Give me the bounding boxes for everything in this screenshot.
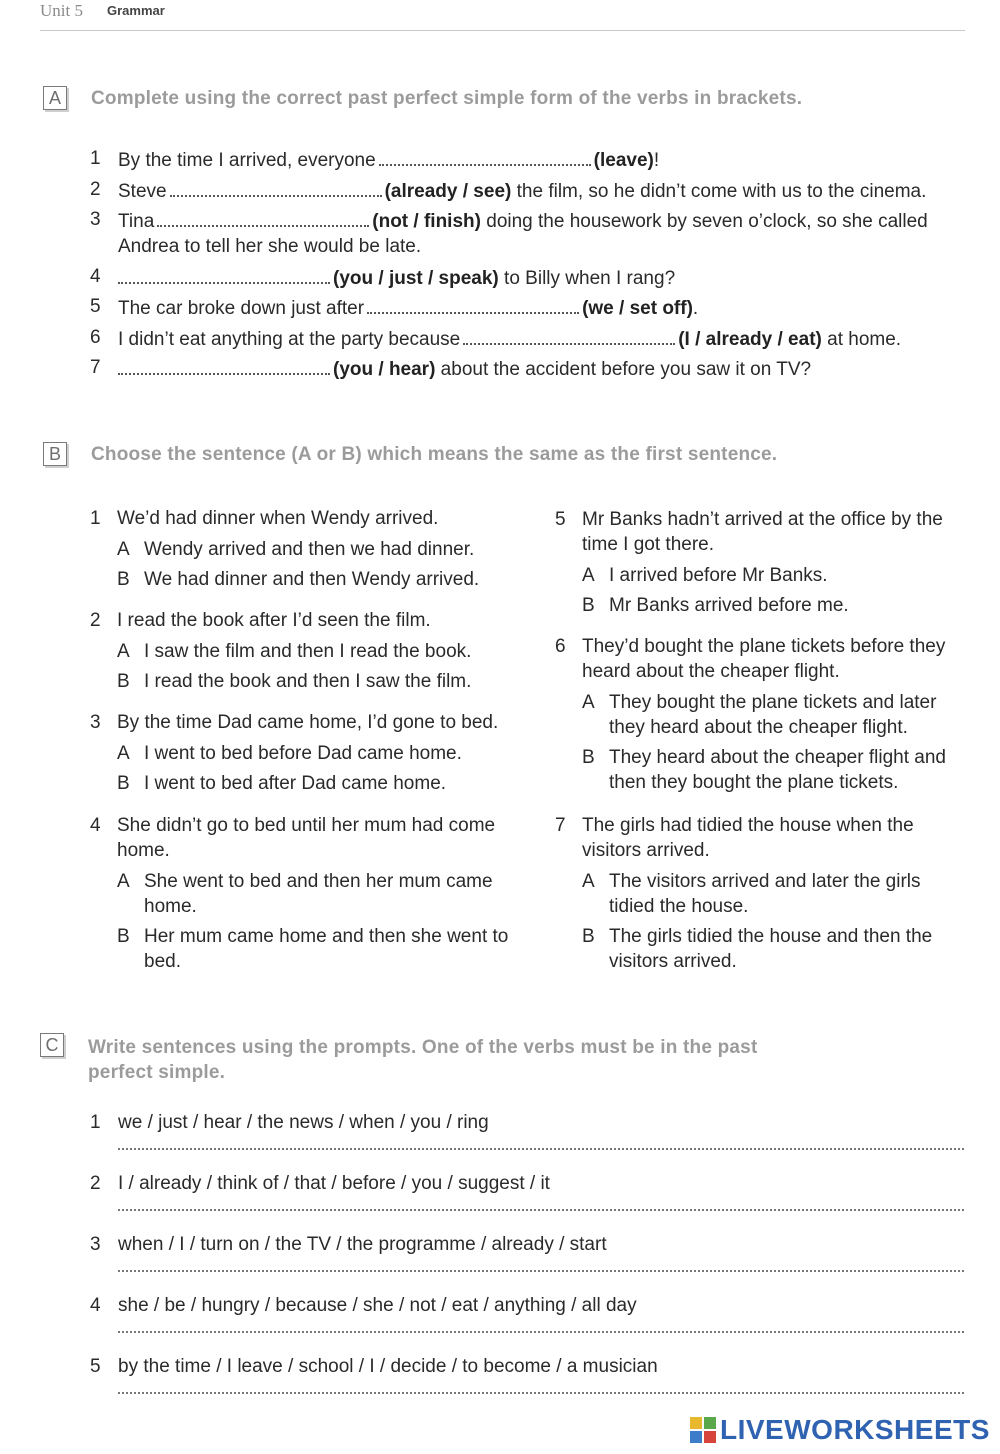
option-letter: A — [582, 871, 595, 892]
logo-grid-icon — [690, 1417, 716, 1443]
option-letter: A — [582, 692, 595, 713]
item-number: 2 — [90, 179, 101, 200]
question-stem: I read the book after I’d seen the film. — [117, 610, 431, 631]
section-b-badge: B — [43, 442, 67, 466]
question-number: 5 — [555, 509, 566, 530]
option-text: visitors arrived. — [609, 951, 737, 972]
option-text: Wendy arrived and then we had dinner. — [144, 539, 475, 560]
answer-line[interactable] — [118, 1331, 964, 1333]
verb-cue: (you / just / speak) — [333, 268, 499, 289]
option-text: I arrived before Mr Banks. — [609, 565, 828, 586]
sentence-start: By the time I arrived, everyone — [118, 150, 376, 171]
answer-line[interactable] — [118, 1209, 964, 1211]
sentence-start: Tina — [118, 211, 155, 232]
answer-blank[interactable] — [118, 264, 330, 284]
question-stem: They’d bought the plane tickets before they — [582, 636, 946, 657]
item-number: 3 — [90, 1234, 101, 1255]
item-number: 1 — [90, 1112, 101, 1133]
option-letter: B — [582, 595, 595, 616]
option-text: She went to bed and then her mum came — [144, 871, 493, 892]
answer-blank[interactable] — [157, 207, 369, 227]
option-text: bed. — [144, 951, 181, 972]
option-text: We had dinner and then Wendy arrived. — [144, 569, 480, 590]
option-text: home. — [144, 896, 197, 917]
item-number: 4 — [90, 266, 101, 287]
answer-blank[interactable] — [463, 325, 675, 345]
section-a-badge: A — [43, 86, 67, 110]
option-text: I read the book and then I saw the film. — [144, 671, 472, 692]
option-letter: B — [117, 926, 130, 947]
option-letter: A — [117, 641, 130, 662]
sentence-start: The car broke down just after — [118, 298, 365, 319]
sentence-start: I didn’t eat anything at the party because — [118, 329, 461, 350]
verb-cue: (we / set off) — [582, 298, 693, 319]
answer-line[interactable] — [118, 1392, 964, 1394]
option-text: They heard about the cheaper flight and — [609, 747, 946, 768]
option-letter: A — [117, 871, 130, 892]
option-letter: A — [117, 539, 130, 560]
item-number: 3 — [90, 209, 101, 230]
sentence-end: at home. — [821, 329, 902, 350]
answer-blank[interactable] — [379, 146, 591, 166]
option-letter: B — [117, 671, 130, 692]
question-stem: She didn’t go to bed until her mum had come — [117, 815, 496, 836]
sentence-end: . — [692, 298, 699, 319]
sentence-prompt: by the time / I leave / school / I / decide / to become / a musician — [118, 1356, 658, 1377]
question-number: 1 — [90, 508, 101, 529]
option-text: They bought the plane tickets and later — [609, 692, 937, 713]
answer-blank[interactable] — [170, 177, 382, 197]
sentence-end: ! — [653, 150, 660, 171]
item-number: 4 — [90, 1295, 101, 1316]
item-number: 1 — [90, 148, 101, 169]
section-b-instruction: Choose the sentence (A or B) which means the same as the first sentence. — [91, 444, 778, 465]
option-letter: B — [582, 926, 595, 947]
sentence-prompt: when / I / turn on / the TV / the programme / already / start — [118, 1234, 607, 1255]
sentence-end: about the accident before you saw it on TV? — [435, 359, 812, 380]
question-stem: The girls had tidied the house when the — [582, 815, 914, 836]
question-stem: We’d had dinner when Wendy arrived. — [117, 508, 439, 529]
section-a-instruction: Complete using the correct past perfect simple form of the verbs in brackets. — [91, 88, 803, 109]
option-text: The girls tidied the house and then the — [609, 926, 933, 947]
sentence-prompt: we / just / hear / the news / when / you / ring — [118, 1112, 489, 1133]
question-number: 4 — [90, 815, 101, 836]
option-text: I went to bed before Dad came home. — [144, 743, 462, 764]
item-number: 6 — [90, 327, 101, 348]
page-header — [40, 0, 965, 31]
option-text: The visitors arrived and later the girls — [609, 871, 921, 892]
option-text: then they bought the plane tickets. — [609, 772, 899, 793]
sentence-end: doing the housework by seven o’clock, so she called — [480, 211, 928, 232]
verb-cue: (I / already / eat) — [678, 329, 822, 350]
option-letter: A — [582, 565, 595, 586]
item-number: 5 — [90, 296, 101, 317]
option-letter: B — [117, 773, 130, 794]
verb-cue: (not / finish) — [372, 211, 481, 232]
question-stem: Mr Banks hadn’t arrived at the office by the — [582, 509, 943, 530]
answer-blank[interactable] — [367, 294, 579, 314]
verb-cue: (you / hear) — [333, 359, 436, 380]
question-stem: heard about the cheaper flight. — [582, 661, 840, 682]
sentence-end: the film, so he didn’t come with us to the cinema. — [511, 181, 927, 202]
logo-text: LIVEWORKSHEETS — [720, 1414, 990, 1445]
section-c-instruction-line2: perfect simple. — [88, 1062, 226, 1083]
item-number: 2 — [90, 1173, 101, 1194]
question-stem: By the time Dad came home, I’d gone to bed. — [117, 712, 499, 733]
sentence-continuation: Andrea to tell her she would be late. — [118, 236, 422, 257]
option-text: Her mum came home and then she went to — [144, 926, 509, 947]
question-number: 6 — [555, 636, 566, 657]
verb-cue: (leave) — [593, 150, 654, 171]
sentence-start: Steve — [118, 181, 167, 202]
answer-blank[interactable] — [118, 355, 330, 375]
section-label: Grammar — [107, 3, 165, 18]
sentence-prompt: she / be / hungry / because / she / not / eat / anything / all day — [118, 1295, 637, 1316]
sentence-end: to Billy when I rang? — [498, 268, 676, 289]
question-stem: visitors arrived. — [582, 840, 710, 861]
question-number: 2 — [90, 610, 101, 631]
question-stem: home. — [117, 840, 170, 861]
item-number: 5 — [90, 1356, 101, 1377]
option-letter: A — [117, 743, 130, 764]
verb-cue: (already / see) — [384, 181, 512, 202]
question-stem: time I got there. — [582, 534, 715, 555]
option-text: they heard about the cheaper flight. — [609, 717, 908, 738]
option-text: I went to bed after Dad came home. — [144, 773, 447, 794]
question-number: 3 — [90, 712, 101, 733]
option-letter: B — [117, 569, 130, 590]
item-number: 7 — [90, 357, 101, 378]
option-letter: B — [582, 747, 595, 768]
sentence-prompt: I / already / think of / that / before / you / suggest / it — [118, 1173, 550, 1194]
unit-label: Unit 5 — [40, 1, 83, 20]
option-text: Mr Banks arrived before me. — [609, 595, 849, 616]
question-number: 7 — [555, 815, 566, 836]
answer-line[interactable] — [118, 1148, 964, 1150]
answer-line[interactable] — [118, 1270, 964, 1272]
option-text: tidied the house. — [609, 896, 749, 917]
section-c-badge: C — [40, 1033, 64, 1057]
section-c-instruction-line1: Write sentences using the prompts. One of the verbs must be in the past — [88, 1037, 758, 1058]
option-text: I saw the film and then I read the book. — [144, 641, 472, 662]
